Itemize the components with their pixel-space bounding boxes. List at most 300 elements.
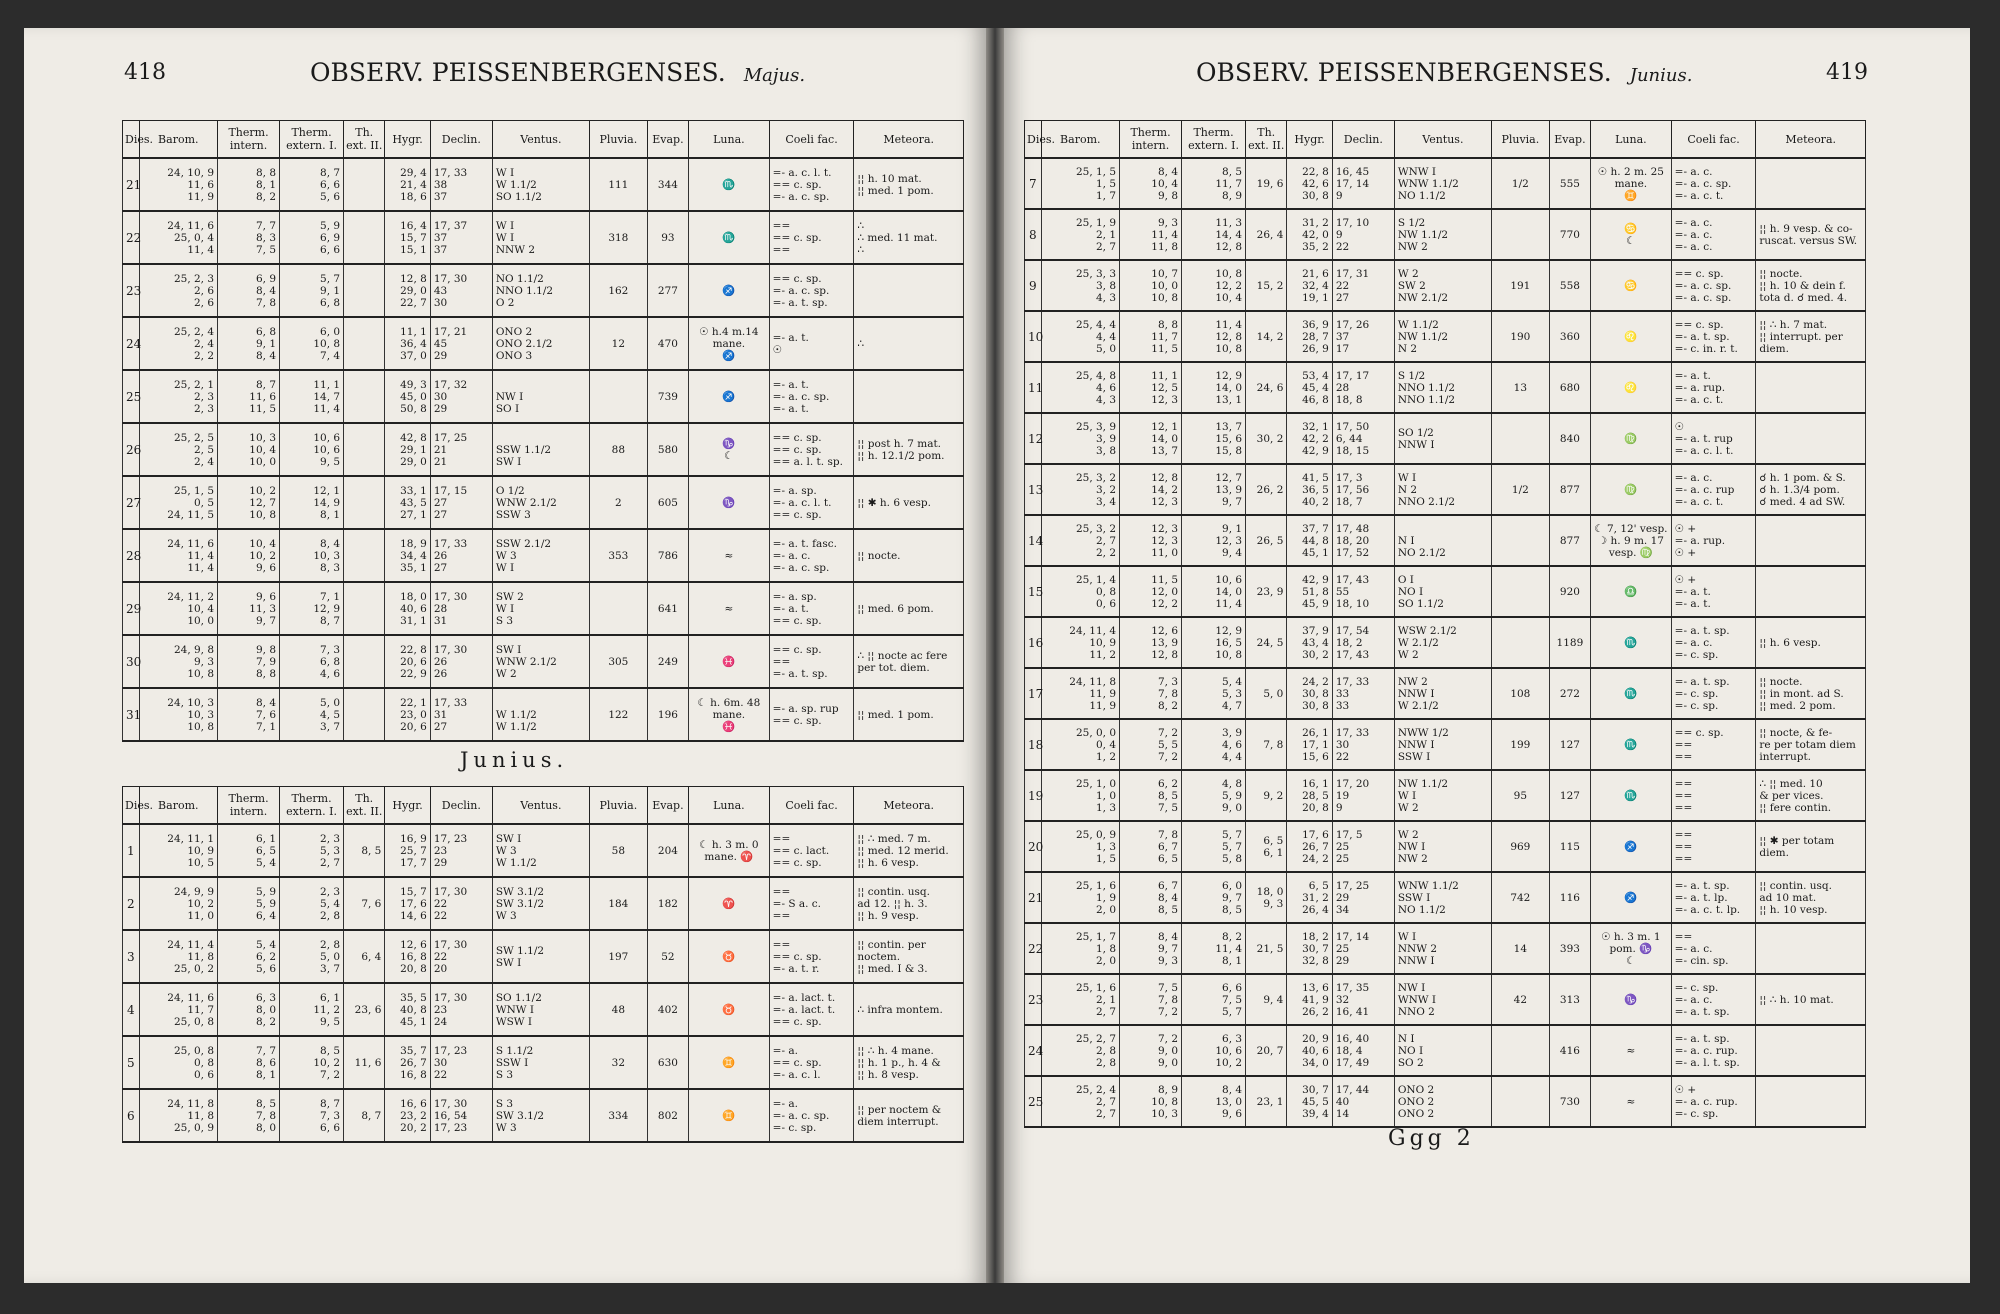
therm-intern-cell: 6, 7 8, 4 8, 5 <box>1120 872 1182 923</box>
luna-cell: ☾ h. 6m. 48 mane. ♓ <box>689 688 770 741</box>
therm-intern-cell: 7, 3 7, 8 8, 2 <box>1120 668 1182 719</box>
therm-extern-2-cell: 26, 5 <box>1246 515 1287 566</box>
hygr-cell: 42, 9 51, 8 45, 9 <box>1287 566 1332 617</box>
therm-extern-2-cell: 9, 2 <box>1246 770 1287 821</box>
therm-intern-cell: 10, 3 10, 4 10, 0 <box>218 423 280 476</box>
ventus-cell: W I N 2 NNO 2.1/2 <box>1394 464 1491 515</box>
ventus-cell: SO 1/2 NNW I <box>1394 413 1491 464</box>
dies-cell: 4 <box>123 983 140 1036</box>
dies-cell: 28 <box>123 529 140 582</box>
luna-cell: ♐ <box>1591 872 1672 923</box>
therm-extern-1-cell: 12, 9 16, 5 10, 8 <box>1182 617 1246 668</box>
header-therm-extern-1: Therm. extern. I. <box>280 787 344 825</box>
therm-extern-1-cell: 8, 7 6, 6 5, 6 <box>280 158 344 211</box>
pluvia-cell <box>589 582 647 635</box>
therm-extern-1-cell: 11, 1 14, 7 11, 4 <box>280 370 344 423</box>
header-coeli-fac: Coeli fac. <box>769 787 854 825</box>
luna-cell: ♌ <box>1591 362 1672 413</box>
barom-cell: 24, 10, 9 11, 6 11, 9 <box>139 158 218 211</box>
dies-cell: 17 <box>1025 668 1042 719</box>
ventus-cell: W 2 SW 2 NW 2.1/2 <box>1394 260 1491 311</box>
therm-intern-cell: 7, 2 5, 5 7, 2 <box>1120 719 1182 770</box>
meteora-cell <box>1756 515 1866 566</box>
evap-cell: 196 <box>647 688 688 741</box>
therm-intern-cell: 9, 8 7, 9 8, 8 <box>218 635 280 688</box>
barom-cell: 25, 3, 9 3, 9 3, 8 <box>1041 413 1120 464</box>
evap-cell: 360 <box>1549 311 1590 362</box>
pluvia-cell <box>1491 1076 1549 1127</box>
therm-extern-1-cell: 8, 5 10, 2 7, 2 <box>280 1036 344 1089</box>
evap-cell: 344 <box>647 158 688 211</box>
declin-cell: 17, 30 26 26 <box>430 635 492 688</box>
hygr-cell: 16, 9 25, 7 17, 7 <box>385 824 430 877</box>
table-row <box>123 688 964 741</box>
table-row <box>1025 515 1866 566</box>
therm-extern-1-cell: 2, 3 5, 4 2, 8 <box>280 877 344 930</box>
therm-extern-1-cell: 10, 6 10, 6 9, 5 <box>280 423 344 476</box>
coeli-fac-cell: ☉ =- a. t. rup =- a. c. l. t. <box>1671 413 1756 464</box>
declin-cell: 17, 17 28 18, 8 <box>1332 362 1394 413</box>
hygr-cell: 22, 8 42, 6 30, 8 <box>1287 158 1332 209</box>
evap-cell: 920 <box>1549 566 1590 617</box>
therm-intern-cell: 8, 4 10, 4 9, 8 <box>1120 158 1182 209</box>
therm-intern-cell: 12, 3 12, 3 11, 0 <box>1120 515 1182 566</box>
coeli-fac-cell: == == c. sp. =- a. t. r. <box>769 930 854 983</box>
luna-cell: ♓ <box>689 635 770 688</box>
therm-extern-2-cell: 26, 2 <box>1246 464 1287 515</box>
therm-extern-2-cell: 23, 1 <box>1246 1076 1287 1127</box>
header-evap: Evap. <box>1549 121 1590 159</box>
header-therm-extern-2: Th. ext. II. <box>344 787 385 825</box>
therm-extern-2-cell: 6, 4 <box>344 930 385 983</box>
ventus-cell: SW I W 3 W 1.1/2 <box>492 824 589 877</box>
luna-cell: ☉ h. 3 m. 1 pom. ♑ ☾ <box>1591 923 1672 974</box>
junius-left-rows <box>123 824 964 1142</box>
pluvia-cell: 88 <box>589 423 647 476</box>
therm-intern-cell: 8, 4 9, 7 9, 3 <box>1120 923 1182 974</box>
pluvia-cell: 318 <box>589 211 647 264</box>
evap-cell: 555 <box>1549 158 1590 209</box>
meteora-cell: ¦¦ h. 9 vesp. & co- ruscat. versus SW. <box>1756 209 1866 260</box>
ventus-cell: SSW 2.1/2 W 3 W I <box>492 529 589 582</box>
barom-cell: 25, 3, 2 2, 7 2, 2 <box>1041 515 1120 566</box>
coeli-fac-cell: ☉ + =- a. t. =- a. t. <box>1671 566 1756 617</box>
evap-cell: 786 <box>647 529 688 582</box>
coeli-fac-cell: == c. sp. =- a. t. sp. =- c. in. r. t. <box>1671 311 1756 362</box>
ventus-cell: W I W 1.1/2 SO 1.1/2 <box>492 158 589 211</box>
pluvia-cell: 334 <box>589 1089 647 1142</box>
declin-cell: 16, 40 18, 4 17, 49 <box>1332 1025 1394 1076</box>
table-row <box>1025 617 1866 668</box>
therm-intern-cell: 7, 2 9, 0 9, 0 <box>1120 1025 1182 1076</box>
coeli-fac-cell: =- a. sp. rup == c. sp. <box>769 688 854 741</box>
ventus-cell: SW 2 W I S 3 <box>492 582 589 635</box>
table-row <box>123 370 964 423</box>
dies-cell: 3 <box>123 930 140 983</box>
ventus-cell: S 1/2 NNO 1.1/2 NNO 1.1/2 <box>1394 362 1491 413</box>
luna-cell: ♏ <box>689 211 770 264</box>
hygr-cell: 11, 1 36, 4 37, 0 <box>385 317 430 370</box>
pluvia-cell <box>1491 566 1549 617</box>
therm-extern-2-cell <box>344 370 385 423</box>
header-coeli-fac: Coeli fac. <box>1671 121 1756 159</box>
header-therm-extern-2: Th. ext. II. <box>1246 121 1287 159</box>
dies-cell: 24 <box>1025 1025 1042 1076</box>
pluvia-cell: 197 <box>589 930 647 983</box>
evap-cell: 272 <box>1549 668 1590 719</box>
dies-cell: 7 <box>1025 158 1042 209</box>
meteora-cell: ∴ ∴ med. 11 mat. ∴ <box>854 211 964 264</box>
hygr-cell: 29, 4 21, 4 18, 6 <box>385 158 430 211</box>
dies-cell: 25 <box>123 370 140 423</box>
table-header-row <box>1025 121 1866 159</box>
declin-cell: 17, 33 31 27 <box>430 688 492 741</box>
header-declin: Declin. <box>430 121 492 159</box>
luna-cell: ♎ <box>1591 566 1672 617</box>
table-row <box>123 635 964 688</box>
declin-cell: 17, 32 30 29 <box>430 370 492 423</box>
hygr-cell: 35, 5 40, 8 45, 1 <box>385 983 430 1036</box>
meteora-cell: ¦¦ ∴ h. 10 mat. <box>1756 974 1866 1025</box>
header-barom: Barom. <box>139 787 218 825</box>
therm-extern-2-cell: 30, 2 <box>1246 413 1287 464</box>
barom-cell: 25, 4, 8 4, 6 4, 3 <box>1041 362 1120 413</box>
therm-extern-1-cell: 2, 8 5, 0 3, 7 <box>280 930 344 983</box>
ventus-cell: WSW 2.1/2 W 2.1/2 W 2 <box>1394 617 1491 668</box>
dies-cell: 19 <box>1025 770 1042 821</box>
ventus-cell: ONO 2 ONO 2.1/2 ONO 3 <box>492 317 589 370</box>
ventus-cell: S 1.1/2 SSW I S 3 <box>492 1036 589 1089</box>
majus-rows <box>123 158 964 741</box>
evap-cell: 393 <box>1549 923 1590 974</box>
dies-cell: 5 <box>123 1036 140 1089</box>
pluvia-cell: 162 <box>589 264 647 317</box>
meteora-cell: ¦¦ ∴ h. 4 mane. ¦¦ h. 1 p., h. 4 & ¦¦ h. 8 vesp. <box>854 1036 964 1089</box>
meteora-cell: ¦¦ nocte, & fe- re per totam diem interrupt. <box>1756 719 1866 770</box>
table-row <box>123 930 964 983</box>
header-hygr: Hygr. <box>385 121 430 159</box>
therm-extern-2-cell <box>344 423 385 476</box>
ventus-cell: WNW I WNW 1.1/2 NO 1.1/2 <box>1394 158 1491 209</box>
pluvia-cell: 184 <box>589 877 647 930</box>
declin-cell: 17, 33 38 37 <box>430 158 492 211</box>
evap-cell: 630 <box>647 1036 688 1089</box>
therm-intern-cell: 10, 2 12, 7 10, 8 <box>218 476 280 529</box>
hygr-cell: 37, 9 43, 4 30, 2 <box>1287 617 1332 668</box>
dies-cell: 2 <box>123 877 140 930</box>
evap-cell: 877 <box>1549 515 1590 566</box>
left-page-month: Majus. <box>743 65 806 86</box>
evap-cell: 470 <box>647 317 688 370</box>
declin-cell: 17, 3 17, 56 18, 7 <box>1332 464 1394 515</box>
pluvia-cell: 305 <box>589 635 647 688</box>
barom-cell: 25, 0, 9 1, 3 1, 5 <box>1041 821 1120 872</box>
table-row <box>1025 770 1866 821</box>
therm-extern-1-cell: 7, 1 12, 9 8, 7 <box>280 582 344 635</box>
therm-extern-2-cell: 24, 5 <box>1246 617 1287 668</box>
ventus-cell: SSW 1.1/2 SW I <box>492 423 589 476</box>
therm-extern-1-cell: 10, 8 12, 2 10, 4 <box>1182 260 1246 311</box>
dies-cell: 10 <box>1025 311 1042 362</box>
therm-extern-1-cell: 12, 7 13, 9 9, 7 <box>1182 464 1246 515</box>
coeli-fac-cell: =- a. t. sp. =- a. c. =- c. sp. <box>1671 617 1756 668</box>
therm-extern-1-cell: 6, 6 7, 5 5, 7 <box>1182 974 1246 1025</box>
luna-cell: ♏ <box>1591 668 1672 719</box>
coeli-fac-cell: == c. sp. =- a. c. sp. =- a. c. sp. <box>1671 260 1756 311</box>
therm-extern-1-cell: 2, 3 5, 3 2, 7 <box>280 824 344 877</box>
meteora-cell: ¦¦ per noctem & diem interrupt. <box>854 1089 964 1142</box>
hygr-cell: 15, 7 17, 6 14, 6 <box>385 877 430 930</box>
meteora-cell <box>854 264 964 317</box>
declin-cell: 17, 15 27 27 <box>430 476 492 529</box>
therm-intern-cell: 12, 8 14, 2 12, 3 <box>1120 464 1182 515</box>
table-row <box>1025 821 1866 872</box>
therm-extern-1-cell: 13, 7 15, 6 15, 8 <box>1182 413 1246 464</box>
dies-cell: 14 <box>1025 515 1042 566</box>
hygr-cell: 12, 8 29, 0 22, 7 <box>385 264 430 317</box>
therm-extern-1-cell: 6, 0 9, 7 8, 5 <box>1182 872 1246 923</box>
dies-cell: 21 <box>123 158 140 211</box>
dies-cell: 31 <box>123 688 140 741</box>
coeli-fac-cell: ☉ + =- a. rup. ☉ + <box>1671 515 1756 566</box>
evap-cell: 93 <box>647 211 688 264</box>
hygr-cell: 22, 1 23, 0 20, 6 <box>385 688 430 741</box>
therm-intern-cell: 8, 4 7, 6 7, 1 <box>218 688 280 741</box>
meteora-cell: ¦¦ ✱ h. 6 vesp. <box>854 476 964 529</box>
therm-extern-2-cell: 8, 5 <box>344 824 385 877</box>
table-row <box>123 582 964 635</box>
coeli-fac-cell: ☉ + =- a. c. rup. =- c. sp. <box>1671 1076 1756 1127</box>
evap-cell: 52 <box>647 930 688 983</box>
table-row <box>1025 209 1866 260</box>
hygr-cell: 35, 7 26, 7 16, 8 <box>385 1036 430 1089</box>
hygr-cell: 42, 8 29, 1 29, 0 <box>385 423 430 476</box>
hygr-cell: 18, 9 34, 4 35, 1 <box>385 529 430 582</box>
pluvia-cell <box>1491 617 1549 668</box>
therm-extern-2-cell <box>344 688 385 741</box>
therm-extern-1-cell: 8, 4 10, 3 8, 3 <box>280 529 344 582</box>
header-therm-intern: Therm. intern. <box>218 787 280 825</box>
dies-cell: 1 <box>123 824 140 877</box>
dies-cell: 16 <box>1025 617 1042 668</box>
header-dies: Dies. <box>123 121 140 159</box>
luna-cell: ♏ <box>1591 770 1672 821</box>
dies-cell: 6 <box>123 1089 140 1142</box>
therm-extern-1-cell: 4, 8 5, 9 9, 0 <box>1182 770 1246 821</box>
ventus-cell: WNW 1.1/2 SSW I NO 1.1/2 <box>1394 872 1491 923</box>
luna-cell: ♋ <box>1591 260 1672 311</box>
declin-cell: 17, 26 37 17 <box>1332 311 1394 362</box>
table-row <box>1025 464 1866 515</box>
barom-cell: 25, 2, 4 2, 4 2, 2 <box>139 317 218 370</box>
barom-cell: 25, 1, 0 1, 0 1, 3 <box>1041 770 1120 821</box>
therm-extern-1-cell: 7, 3 6, 8 4, 6 <box>280 635 344 688</box>
pluvia-cell <box>1491 515 1549 566</box>
dies-cell: 25 <box>1025 1076 1042 1127</box>
table-header-row <box>123 787 964 825</box>
meteora-cell: ¦¦ med. 6 pom. <box>854 582 964 635</box>
header-declin: Declin. <box>430 787 492 825</box>
hygr-cell: 33, 1 43, 5 27, 1 <box>385 476 430 529</box>
therm-intern-cell: 12, 6 13, 9 12, 8 <box>1120 617 1182 668</box>
junius-observation-table-left <box>122 786 964 1143</box>
hygr-cell: 21, 6 32, 4 19, 1 <box>1287 260 1332 311</box>
luna-cell: ♉ <box>689 930 770 983</box>
table-row <box>1025 260 1866 311</box>
luna-cell: ♉ <box>689 983 770 1036</box>
coeli-fac-cell: =- a. t. sp. =- a. c. rup. =- a. l. t. sp. <box>1671 1025 1756 1076</box>
meteora-cell: ¦¦ ∴ h. 7 mat. ¦¦ interrupt. per diem. <box>1756 311 1866 362</box>
header-therm-extern-1: Therm. extern. I. <box>1182 121 1246 159</box>
dies-cell: 9 <box>1025 260 1042 311</box>
header-meteora: Meteora. <box>1756 121 1866 159</box>
therm-intern-cell: 5, 9 5, 9 6, 4 <box>218 877 280 930</box>
table-row <box>123 1036 964 1089</box>
luna-cell: ☉ h.4 m.14 mane. ♐ <box>689 317 770 370</box>
evap-cell: 770 <box>1549 209 1590 260</box>
barom-cell: 25, 1, 5 0, 5 24, 11, 5 <box>139 476 218 529</box>
ventus-cell: S 3 SW 3.1/2 W 3 <box>492 1089 589 1142</box>
therm-intern-cell: 10, 4 10, 2 9, 6 <box>218 529 280 582</box>
dies-cell: 23 <box>1025 974 1042 1025</box>
table-row <box>123 1089 964 1142</box>
table-row <box>1025 923 1866 974</box>
signature-mark: Ggg 2 <box>1388 1126 1475 1151</box>
luna-cell: ≈ <box>689 582 770 635</box>
coeli-fac-cell: =- a. sp. =- a. t. == c. sp. <box>769 582 854 635</box>
header-evap: Evap. <box>647 787 688 825</box>
meteora-cell <box>1756 1076 1866 1127</box>
table-row <box>123 476 964 529</box>
hygr-cell: 41, 5 36, 5 40, 2 <box>1287 464 1332 515</box>
pluvia-cell <box>1491 209 1549 260</box>
table-row <box>1025 566 1866 617</box>
meteora-cell: ☌ h. 1 pom. & S. ☌ h. 1.3/4 pom. ☌ med. 4 ad SW. <box>1756 464 1866 515</box>
hygr-cell: 20, 9 40, 6 34, 0 <box>1287 1025 1332 1076</box>
pluvia-cell: 111 <box>589 158 647 211</box>
therm-extern-2-cell: 14, 2 <box>1246 311 1287 362</box>
declin-cell: 17, 33 33 33 <box>1332 668 1394 719</box>
coeli-fac-cell: =- a. c. =- a. c. rup =- a. c. t. <box>1671 464 1756 515</box>
therm-extern-2-cell <box>344 264 385 317</box>
therm-extern-2-cell: 18, 0 9, 3 <box>1246 872 1287 923</box>
declin-cell: 17, 30 22 22 <box>430 877 492 930</box>
declin-cell: 17, 31 22 27 <box>1332 260 1394 311</box>
evap-cell: 641 <box>647 582 688 635</box>
header-ventus: Ventus. <box>1394 121 1491 159</box>
declin-cell: 17, 30 28 31 <box>430 582 492 635</box>
hygr-cell: 22, 8 20, 6 22, 9 <box>385 635 430 688</box>
coeli-fac-cell: =- a. =- a. c. sp. =- c. sp. <box>769 1089 854 1142</box>
meteora-cell: ¦¦ ∴ med. 7 m. ¦¦ med. 12 merid. ¦¦ h. 6 vesp. <box>854 824 964 877</box>
dies-cell: 20 <box>1025 821 1042 872</box>
table-row <box>1025 311 1866 362</box>
pluvia-cell: 353 <box>589 529 647 582</box>
header-coeli-fac: Coeli fac. <box>769 121 854 159</box>
junius-right-rows <box>1025 158 1866 1127</box>
luna-cell: ≈ <box>1591 1076 1672 1127</box>
declin-cell: 17, 35 32 16, 41 <box>1332 974 1394 1025</box>
barom-cell: 24, 11, 6 11, 4 11, 4 <box>139 529 218 582</box>
luna-cell: ♏ <box>1591 719 1672 770</box>
header-pluvia: Pluvia. <box>589 787 647 825</box>
luna-cell: ♊ <box>689 1036 770 1089</box>
evap-cell: 739 <box>647 370 688 423</box>
dies-cell: 29 <box>123 582 140 635</box>
therm-extern-1-cell: 6, 3 10, 6 10, 2 <box>1182 1025 1246 1076</box>
therm-extern-1-cell: 8, 2 11, 4 8, 1 <box>1182 923 1246 974</box>
barom-cell: 25, 2, 1 2, 3 2, 3 <box>139 370 218 423</box>
therm-intern-cell: 11, 5 12, 0 12, 2 <box>1120 566 1182 617</box>
therm-extern-1-cell: 12, 9 14, 0 13, 1 <box>1182 362 1246 413</box>
table-row <box>1025 668 1866 719</box>
luna-cell: ≈ <box>689 529 770 582</box>
left-page-header <box>120 58 960 98</box>
header-pluvia: Pluvia. <box>589 121 647 159</box>
pluvia-cell: 13 <box>1491 362 1549 413</box>
therm-extern-1-cell: 8, 5 11, 7 8, 9 <box>1182 158 1246 209</box>
hygr-cell: 24, 2 30, 8 30, 8 <box>1287 668 1332 719</box>
pluvia-cell: 32 <box>589 1036 647 1089</box>
ventus-cell: W 2 NW I NW 2 <box>1394 821 1491 872</box>
ventus-cell: W 1.1/2 W 1.1/2 <box>492 688 589 741</box>
header-therm-intern: Therm. intern. <box>218 121 280 159</box>
header-dies: Dies. <box>1025 121 1042 159</box>
coeli-fac-cell: == =- a. c. =- cin. sp. <box>1671 923 1756 974</box>
luna-cell: ♍ <box>1591 464 1672 515</box>
meteora-cell <box>854 370 964 423</box>
meteora-cell: ¦¦ nocte. ¦¦ in mont. ad S. ¦¦ med. 2 pom. <box>1756 668 1866 719</box>
hygr-cell: 16, 1 28, 5 20, 8 <box>1287 770 1332 821</box>
barom-cell: 25, 0, 0 0, 4 1, 2 <box>1041 719 1120 770</box>
ventus-cell: N I NO I SO 2 <box>1394 1025 1491 1076</box>
declin-cell: 17, 25 21 21 <box>430 423 492 476</box>
declin-cell: 17, 23 23 29 <box>430 824 492 877</box>
dies-cell: 21 <box>1025 872 1042 923</box>
evap-cell: 115 <box>1549 821 1590 872</box>
header-meteora: Meteora. <box>854 787 964 825</box>
dies-cell: 8 <box>1025 209 1042 260</box>
therm-extern-2-cell <box>344 211 385 264</box>
therm-intern-cell: 7, 7 8, 3 7, 5 <box>218 211 280 264</box>
luna-cell: ♐ <box>1591 821 1672 872</box>
table-row <box>123 877 964 930</box>
therm-extern-2-cell: 23, 6 <box>344 983 385 1036</box>
dies-cell: 24 <box>123 317 140 370</box>
evap-cell: 182 <box>647 877 688 930</box>
pluvia-cell <box>1491 1025 1549 1076</box>
therm-extern-2-cell <box>344 582 385 635</box>
table-row <box>123 317 964 370</box>
therm-extern-2-cell <box>344 635 385 688</box>
ventus-cell: NWW 1/2 NNW I SSW I <box>1394 719 1491 770</box>
hygr-cell: 12, 6 16, 8 20, 8 <box>385 930 430 983</box>
pluvia-cell: 14 <box>1491 923 1549 974</box>
right-page-title: OBSERV. PEISSENBERGENSES. Junius. <box>1196 58 1693 87</box>
table-row <box>123 211 964 264</box>
therm-extern-2-cell <box>344 529 385 582</box>
therm-intern-cell: 9, 6 11, 3 9, 7 <box>218 582 280 635</box>
coeli-fac-cell: =- a. c. =- a. c. sp. =- a. c. t. <box>1671 158 1756 209</box>
book-gutter <box>986 28 1004 1283</box>
luna-cell: ☾ h. 3 m. 0 mane. ♈ <box>689 824 770 877</box>
hygr-cell: 31, 2 42, 0 35, 2 <box>1287 209 1332 260</box>
barom-cell: 25, 1, 5 1, 5 1, 7 <box>1041 158 1120 209</box>
dies-cell: 26 <box>123 423 140 476</box>
ventus-cell: NW 1.1/2 W I W 2 <box>1394 770 1491 821</box>
dies-cell: 18 <box>1025 719 1042 770</box>
ventus-cell: O 1/2 WNW 2.1/2 SSW 3 <box>492 476 589 529</box>
